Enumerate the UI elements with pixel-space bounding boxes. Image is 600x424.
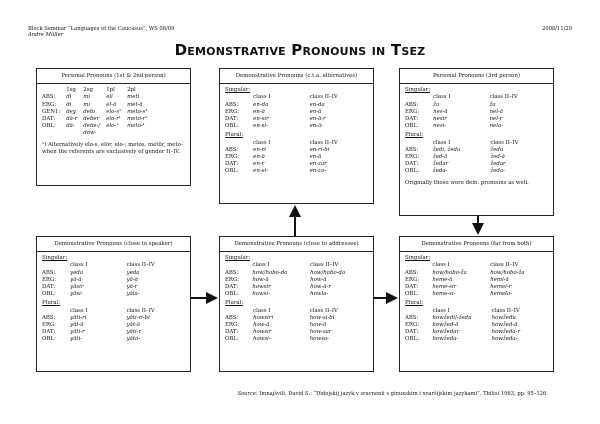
form-cell: how/hobo-da xyxy=(252,269,288,276)
form-cell: yā-r xyxy=(126,284,138,291)
form-cell: žed-ā xyxy=(432,154,448,161)
form-cell: žeda- xyxy=(432,168,448,175)
case-label: ERG: xyxy=(225,154,240,161)
form-cell: debe-/ xyxy=(83,123,101,130)
case-label: ABS: xyxy=(405,101,419,108)
case-label: ERG: xyxy=(42,101,57,108)
form-cell: žed-ā xyxy=(490,154,505,161)
column-header: class I xyxy=(433,94,451,101)
column-header: class I xyxy=(253,307,271,314)
form-cell: en-ri xyxy=(253,146,266,153)
case-label: DAT: xyxy=(405,161,419,168)
form-cell: nel-ā xyxy=(489,108,503,115)
form-cell: en-ā xyxy=(253,108,265,115)
singular-label: Singular: xyxy=(405,255,431,262)
form-cell: debi xyxy=(83,108,96,115)
form-cell: mi xyxy=(83,101,91,108)
form-cell: meto-¹ xyxy=(127,123,145,130)
form-cell: en-da xyxy=(253,101,269,108)
form-cell: howžeda-r xyxy=(491,329,521,336)
box-title: Personal Pronouns (1st & 2nd person) xyxy=(37,71,190,84)
form-cell: en-da xyxy=(309,101,325,108)
form-cell: heml-ā xyxy=(490,276,509,283)
case-label: DAT: xyxy=(405,116,419,123)
page-title: Demonstrative Pronouns in Tsez xyxy=(174,41,426,59)
source-citation xyxy=(237,391,548,397)
form-cell: meti xyxy=(127,94,140,101)
form-cell: žedar xyxy=(432,161,449,168)
form-cell: en-si- xyxy=(253,168,268,175)
form-cell: žedu xyxy=(490,146,504,153)
column-header: class II–IV xyxy=(126,262,155,269)
form-cell: yāti- xyxy=(70,336,83,343)
column-header: class I xyxy=(253,94,271,101)
form-cell: yāt-ā xyxy=(126,322,141,329)
case-label: OBL: xyxy=(225,291,239,298)
case-label: OBL: xyxy=(225,168,239,175)
form-cell: meto-r¹ xyxy=(127,116,148,123)
source-label: Source: xyxy=(237,391,258,397)
column-header: class II–IV xyxy=(309,94,338,101)
form-cell: elo-¹ xyxy=(106,123,119,130)
form-cell: žeda- xyxy=(490,168,505,175)
form-cell: how-ā xyxy=(252,276,269,283)
form-cell: heme-si- xyxy=(432,291,456,298)
column-header: 1pl xyxy=(106,87,115,94)
form-cell: eli xyxy=(106,94,113,101)
form-cell: deber xyxy=(83,116,100,123)
case-label: DAT: xyxy=(42,284,56,291)
column-header: class II–IV xyxy=(310,262,339,269)
case-label: OBL: xyxy=(225,336,239,343)
form-cell: howsa- xyxy=(309,336,329,343)
column-header: class I xyxy=(432,307,450,314)
form-cell: di xyxy=(66,101,72,108)
box-title: Demonstrative Pronouns (far from both) xyxy=(400,239,553,252)
singular-label: Singular: xyxy=(225,87,251,94)
form-cell: en-ā xyxy=(309,108,322,115)
form-cell: howla- xyxy=(310,291,329,298)
column-header: class II–IV xyxy=(309,307,338,314)
form-cell: howžed-ā xyxy=(491,322,518,329)
form-cell: heme-sir xyxy=(432,284,457,291)
form-cell: dā-r xyxy=(66,116,78,123)
column-header: class I xyxy=(253,139,271,146)
column-header: 1sg xyxy=(66,87,76,94)
case-label: DAT: xyxy=(225,329,239,336)
form-cell: elo-s¹ xyxy=(106,108,122,115)
case-label: ABS: xyxy=(225,314,239,321)
singular-label: Singular: xyxy=(225,255,251,262)
form-cell: met-ā xyxy=(127,101,143,108)
form-cell: mi xyxy=(83,94,91,101)
form-cell: howsiri xyxy=(253,314,274,321)
case-label: OBL: xyxy=(405,123,419,130)
box-title: Demonstrative Pronouns (close to addressee) xyxy=(220,239,373,252)
form-cell: žedi, žedu xyxy=(432,146,461,153)
singular-label: Singular: xyxy=(405,87,431,94)
case-label: ABS: xyxy=(405,269,419,276)
singular-label: Singular: xyxy=(42,255,68,262)
case-label: ERG: xyxy=(405,276,420,283)
form-cell: yeda xyxy=(126,269,140,276)
form-cell: yeda xyxy=(70,269,84,276)
case-label: ABS: xyxy=(42,94,56,101)
column-header: class II–IV xyxy=(309,139,338,146)
case-label: DAT: xyxy=(42,329,56,336)
form-cell: elo-r¹ xyxy=(106,116,121,123)
case-label: ERG: xyxy=(405,154,420,161)
box-title: Demonstrative Pronouns (c.t.a. alternatives) xyxy=(220,71,373,84)
form-cell: how-ā xyxy=(310,276,327,283)
footnote: Originally those were dem. pronouns as well. xyxy=(405,179,529,186)
form-cell: howžedar xyxy=(432,329,460,336)
form-cell: nel-r xyxy=(489,116,503,123)
column-header: class I xyxy=(432,262,450,269)
form-cell: nela- xyxy=(489,123,503,130)
form-cell: how/hobo-ža xyxy=(490,269,525,276)
case-label: GEN1: xyxy=(42,108,61,115)
case-label: ERG: xyxy=(225,108,240,115)
case-label: ABS: xyxy=(225,101,239,108)
case-label: OBL: xyxy=(42,336,56,343)
form-cell: how/hobo-ža xyxy=(432,269,467,276)
plural-label: Plural: xyxy=(405,300,424,307)
form-cell: ža xyxy=(433,101,440,108)
form-cell: dow- xyxy=(83,130,97,137)
form-cell: en-ā xyxy=(309,154,322,161)
column-header: 2pl xyxy=(127,87,136,94)
author: André Müller xyxy=(28,32,64,39)
column-header: class I xyxy=(70,307,88,314)
form-cell: howžed-ā xyxy=(432,322,459,329)
form-cell: nesi- xyxy=(433,123,447,130)
case-label: ABS: xyxy=(42,314,56,321)
case-label: ERG: xyxy=(42,322,57,329)
case-label: DAT: xyxy=(225,116,239,123)
source-text: Imnajšvili, David S.: “Didojskij jazyk v sravnenii s ginuxskim i xvaršijskim jazykami”. Tbilisi 1963, pp. 95–126. xyxy=(259,391,548,397)
form-cell: en-sir xyxy=(253,116,269,123)
case-label: ERG: xyxy=(405,322,420,329)
form-cell: how-ā-r xyxy=(310,284,331,291)
form-cell: heme-ā xyxy=(432,276,453,283)
column-header: class II–IV xyxy=(490,139,519,146)
plural-label: Plural: xyxy=(405,132,424,139)
plural-label: Plural: xyxy=(225,300,244,307)
form-cell: how-ā xyxy=(309,322,327,329)
form-cell: dey xyxy=(66,108,76,115)
header-date: 2008/11/29 xyxy=(542,26,572,32)
form-cell: howsi- xyxy=(252,291,270,298)
form-cell: howžedu xyxy=(491,314,516,321)
form-cell: yāti-ri-bi xyxy=(126,314,150,321)
form-cell: how-ā xyxy=(253,322,270,329)
form-cell: how/hobo-da xyxy=(310,269,346,276)
case-label: OBL: xyxy=(405,291,419,298)
case-label: OBL: xyxy=(42,291,56,298)
case-label: ERG: xyxy=(225,322,240,329)
form-cell: en-r xyxy=(253,161,265,168)
column-header: class II–IV xyxy=(126,307,155,314)
form-cell: en-za- xyxy=(309,168,326,175)
column-header: class I xyxy=(70,262,88,269)
form-cell: nesir xyxy=(433,116,447,123)
form-cell: howžeda- xyxy=(432,336,459,343)
column-header: 2sg xyxy=(83,87,93,94)
case-label: OBL: xyxy=(405,336,419,343)
form-cell: yāti-r xyxy=(126,329,142,336)
form-cell: meto-s¹ xyxy=(127,108,148,115)
form-cell: howžeda- xyxy=(491,336,518,343)
case-label: DAT: xyxy=(405,329,419,336)
case-label: DAT: xyxy=(225,161,239,168)
plural-label: Plural: xyxy=(42,300,61,307)
form-cell: yāta- xyxy=(126,336,141,343)
form-cell: nes-ā xyxy=(433,108,448,115)
form-cell: en-si- xyxy=(253,123,268,130)
form-cell: en-ā xyxy=(253,154,265,161)
form-cell: howžedi/-žedu xyxy=(432,314,472,321)
form-cell: yāti-ri xyxy=(70,314,87,321)
form-cell: en-ā- xyxy=(309,123,324,130)
form-cell: hemel-r xyxy=(490,284,512,291)
case-label: OBL: xyxy=(225,123,239,130)
column-header: class II–IV xyxy=(489,94,518,101)
form-cell: yāla- xyxy=(126,291,140,298)
form-cell: el-ā xyxy=(106,101,117,108)
case-label: OBL: xyxy=(42,123,56,130)
case-label: ERG: xyxy=(225,276,240,283)
form-cell: howsi- xyxy=(253,336,271,343)
form-cell: yāti-r xyxy=(70,329,85,336)
case-label: DAT: xyxy=(42,116,56,123)
case-label: DAT: xyxy=(225,284,239,291)
form-cell: en-ri-bi xyxy=(309,146,330,153)
form-cell: ža xyxy=(489,101,496,108)
case-label: ABS: xyxy=(405,314,419,321)
case-label: ERG: xyxy=(405,108,420,115)
case-label: ABS: xyxy=(42,269,56,276)
box-title: Personal Pronouns (3rd person) xyxy=(400,71,553,84)
form-cell: žedar xyxy=(490,161,506,168)
case-label: ABS: xyxy=(225,146,239,153)
box-title: Demonstrative Pronouns (close to speaker) xyxy=(37,239,190,252)
plural-label: Plural: xyxy=(225,132,244,139)
case-label: OBL: xyxy=(405,168,419,175)
seminar-title: Block Seminar “Languages of the Caucasus”, WS 08/09 xyxy=(28,26,175,32)
form-cell: yāsi- xyxy=(70,291,83,298)
form-cell: yāt-ā xyxy=(70,322,84,329)
form-cell: yāsir xyxy=(70,284,84,291)
case-label: ABS: xyxy=(225,269,239,276)
form-cell: howsir xyxy=(253,329,272,336)
form-cell: yā-ā xyxy=(70,276,82,283)
case-label: ERG: xyxy=(42,276,57,283)
column-header: class II–IV xyxy=(491,307,520,314)
column-header: class II–IV xyxy=(490,262,519,269)
column-header: class I xyxy=(432,139,451,146)
form-cell: hemela- xyxy=(490,291,512,298)
form-cell: how-sar xyxy=(309,329,332,336)
form-cell: howsir xyxy=(252,284,271,291)
column-header: class I xyxy=(252,262,270,269)
form-cell: di xyxy=(66,94,72,101)
case-label: DAT: xyxy=(405,284,419,291)
footnote: ¹) Alternatively elo-s, elōr, elo-; metos, metōr, meto- when the referents are exclusively of gender II–IV. xyxy=(42,141,183,155)
form-cell: yā-ā xyxy=(126,276,138,283)
form-cell: en-ā-r xyxy=(309,116,326,123)
form-cell: en-zar xyxy=(309,161,327,168)
form-cell: dā- xyxy=(66,123,75,130)
form-cell: how-si-bi xyxy=(309,314,335,321)
case-label: ABS: xyxy=(405,146,419,153)
